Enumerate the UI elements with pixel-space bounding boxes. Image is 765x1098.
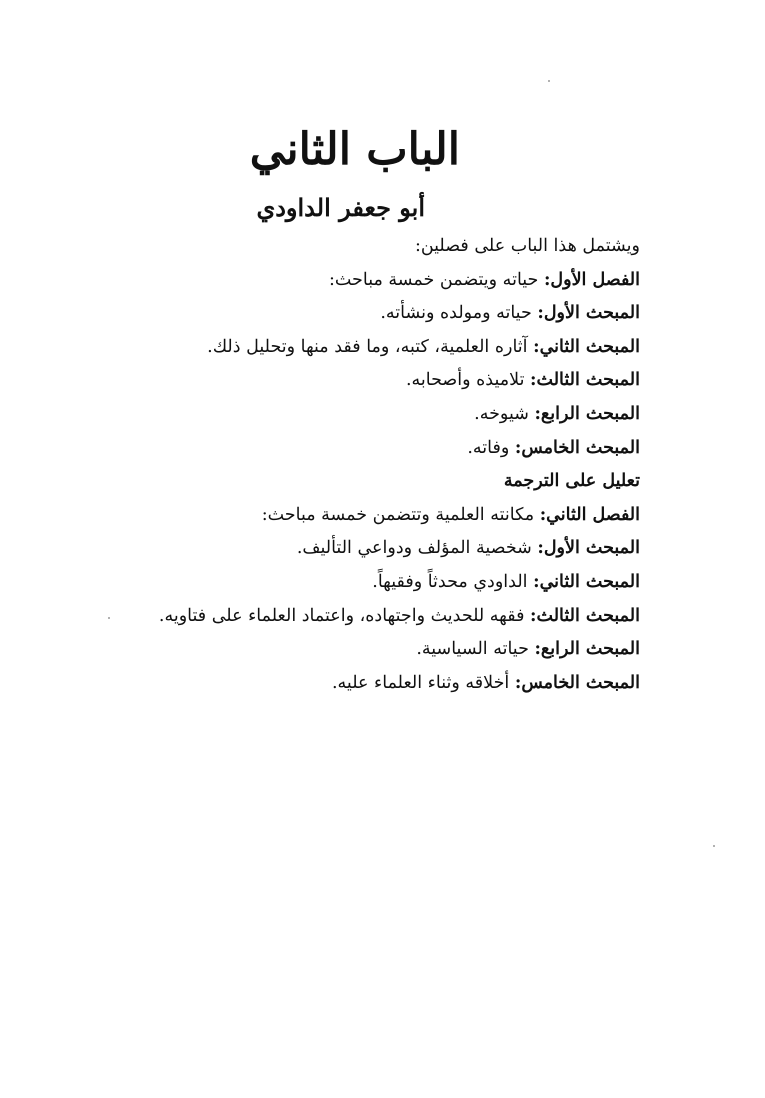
topic-text: وفاته. bbox=[467, 437, 510, 458]
section-label: الفصل الثاني: bbox=[539, 504, 640, 525]
chapter-subtitle: أبو جعفر الداودي bbox=[256, 193, 425, 222]
scan-speck bbox=[108, 617, 110, 619]
topic-label: المبحث الرابع: bbox=[534, 403, 640, 424]
topic-line bbox=[159, 331, 640, 365]
section-label: الفصل الأول: bbox=[543, 269, 640, 290]
topic-text: شخصية المؤلف ودواعي التأليف. bbox=[296, 538, 532, 559]
topic-label: المبحث الثاني: bbox=[533, 336, 640, 357]
chapter-title: الباب الثاني bbox=[249, 124, 460, 175]
topic-line bbox=[159, 633, 640, 667]
topic-label: المبحث الأول: bbox=[537, 303, 640, 324]
topic-text: حياته السياسية. bbox=[416, 639, 529, 660]
topic-label: المبحث الثالث: bbox=[530, 605, 640, 626]
intro-line bbox=[159, 230, 640, 264]
topic-line bbox=[159, 532, 640, 566]
topic-text: أخلاقه وثناء العلماء عليه. bbox=[331, 672, 510, 693]
topic-text: فقهه للحديث واجتهاده، واعتماد العلماء على فتاويه. bbox=[158, 605, 525, 626]
topic-label: المبحث الثاني: bbox=[533, 571, 640, 592]
section-text: مكانته العلمية وتتضمن خمسة مباحث: bbox=[261, 504, 535, 525]
topic-line bbox=[159, 398, 640, 432]
commentary-label: تعليل على الترجمة bbox=[503, 471, 640, 492]
topic-line bbox=[159, 667, 640, 701]
commentary-heading bbox=[159, 465, 640, 499]
topic-label: المبحث الأول: bbox=[537, 538, 640, 559]
topic-line bbox=[159, 566, 640, 600]
topic-label: المبحث الخامس: bbox=[514, 437, 640, 458]
topic-text: شيوخه. bbox=[474, 403, 529, 424]
section-line bbox=[159, 499, 640, 533]
scan-speck bbox=[713, 845, 715, 847]
topic-label: المبحث الرابع: bbox=[534, 639, 640, 660]
section-line bbox=[159, 264, 640, 298]
topic-text: الداودي محدثاً وفقيهاً. bbox=[372, 571, 528, 592]
section-text: حياته ويتضمن خمسة مباحث: bbox=[328, 269, 539, 290]
topic-line bbox=[159, 297, 640, 331]
topic-text: تلاميذه وأصحابه. bbox=[405, 370, 525, 391]
topic-line bbox=[159, 432, 640, 466]
topic-label: المبحث الخامس: bbox=[514, 672, 640, 693]
topic-line bbox=[159, 600, 640, 634]
scan-speck bbox=[548, 80, 550, 82]
topic-text: آثاره العلمية، كتبه، وما فقد منها وتحليل ذلك. bbox=[207, 336, 528, 357]
topic-label: المبحث الثالث: bbox=[530, 370, 640, 391]
contents-list bbox=[159, 230, 640, 700]
topic-line bbox=[159, 364, 640, 398]
topic-text: حياته ومولده ونشأته. bbox=[380, 303, 532, 324]
intro-text: ويشتمل هذا الباب على فصلين: bbox=[414, 236, 640, 256]
